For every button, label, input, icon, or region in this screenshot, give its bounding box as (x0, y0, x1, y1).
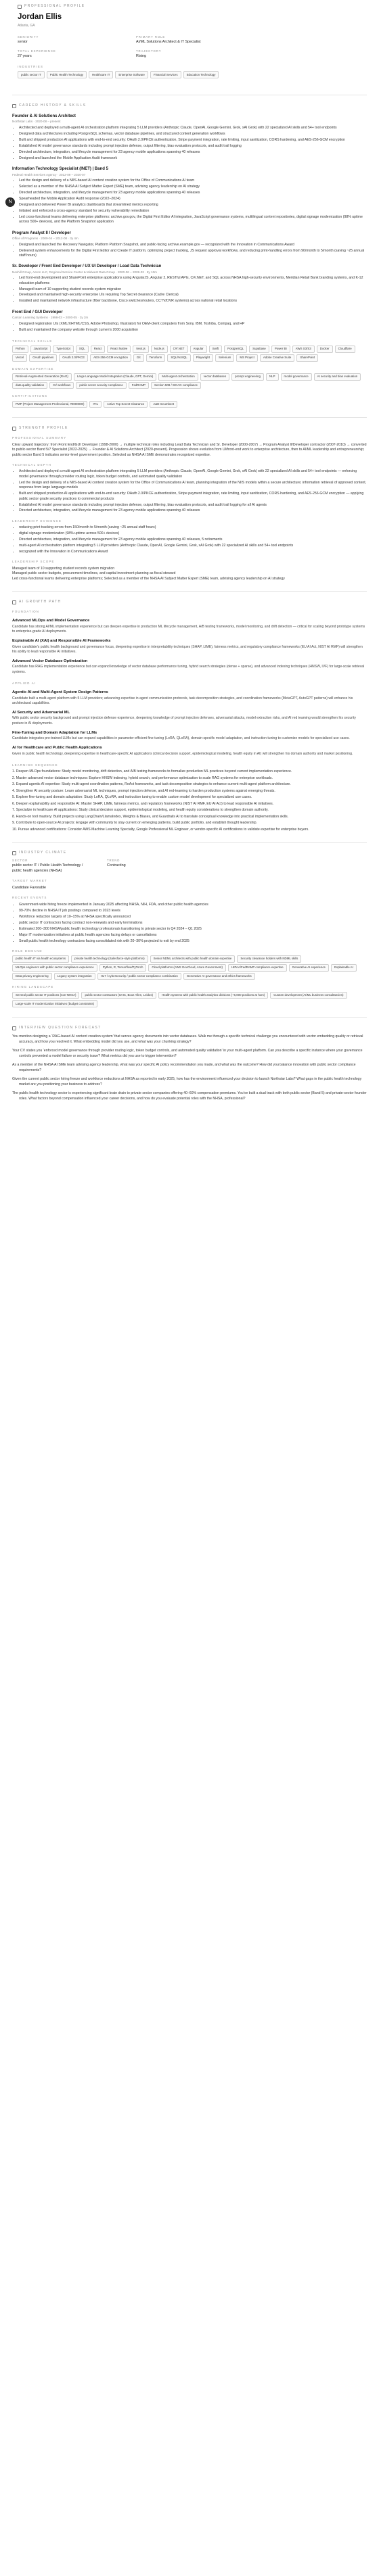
item-title: Fine-Tuning and Domain Adaptation for LLMs (12, 730, 97, 735)
tag: Custom development (AI/ML business consultancies) (270, 992, 347, 999)
job-bullet: • Designed and launched the Recovery Navigator, Platform Platform Snapshot, and public-facing archive.example.gov — recognized with the Innovation in Communications Award (19, 243, 367, 247)
job-bullets (12, 276, 367, 304)
tag: SQL/NoSQL (167, 354, 190, 362)
divider (12, 417, 367, 418)
tag: public sector contractors (SAIC, Booz Allen, Leidos) (81, 992, 156, 999)
section-header-strengths (12, 426, 367, 431)
evidence-item: • Built and shipped production AI applications with end-to-end security: OAuth 2.0/PKCE authentication, Stripe payment integration, rate limiting, input sanitization, CORS hardening, and AES-256-GCM encryption — applying public sector grade security practices to commercial products (19, 492, 367, 502)
tag: PostgreSQL (224, 345, 247, 353)
tag: Swift (209, 345, 223, 353)
field-value: senior (18, 40, 28, 45)
evidence-item: • Led the design and delivery of a NIIS-based AI content creation system for the Office of Communications AI team, planning integration of the NIIS models within a secure architecture; information retrieval of approved content, response from large language models (19, 481, 367, 491)
gaps-list (12, 618, 367, 674)
plan-step: 7. Specialize in healthcare AI applications: Study clinical decision support, epidemiological modeling, and health equity considerations to strengthen domain authority. (12, 808, 269, 813)
market-value: Candidate Favorable (12, 885, 47, 890)
item-desc: Candidate has strong AI/ML implementation experience but can deepen expertise in production ML lifecycle management, A/B testing frameworks, model monitoring, and drift detection — critical for scaling beyond prototype systems to enterprise-grade AI deployments. (12, 624, 365, 634)
job-bullets (12, 178, 367, 225)
section-title: AI GROWTH PATH (19, 599, 62, 604)
candidate-location: Atlanta, GA (18, 23, 35, 28)
plan-step: 4. Strengthen AI security posture: Learn adversarial ML techniques, prompt injection defense, and AI red-teaming to harden production systems against emerging threats. (12, 788, 275, 793)
item-title: Advanced MLOps and Model Governance (12, 619, 90, 623)
certs-label: CERTIFICATIONS (12, 394, 48, 398)
growth-section (12, 600, 367, 833)
field-value: AI/ML Solutions Architect & IT Specialist (136, 40, 201, 45)
field-total-experience (18, 49, 122, 59)
job-bullets (12, 126, 367, 161)
job-bullets (12, 322, 367, 333)
evidence-item: • Directed architecture, integration, and lifecycle management for 23 agency mobile applications spanning 40 releases (19, 508, 367, 513)
job-bullet: • Built and shipped production AI applications with end-to-end security: OAuth 2.0/PKCE authentication, Stripe payment integration, rate limiting, input sanitization, CORS hardening, and AES-256-GCM encryption (19, 138, 367, 143)
tag: JavaScript (30, 345, 51, 353)
growth-item (12, 638, 367, 654)
item-title: Advanced Vector Database Optimization (12, 659, 88, 664)
item-title: Agentic AI and Multi-Agent System Design Patterns (12, 690, 108, 695)
tag: Senior NDML architects with public health domain expertise (150, 955, 236, 963)
tag: React Native (107, 345, 131, 353)
job-bullet: • Designed registration UIs (XML/XHTML/CSS, Adobe Photoshop, Illustrator) for OEM-client computers from Sony, IBM, Toshiba, Compaq, and HP (19, 322, 367, 327)
evidence-label: TECHNICAL DEPTH (12, 463, 51, 467)
question-list (12, 1034, 367, 1101)
tag: Adobe Creative Suite (260, 354, 295, 362)
field-value: 27 years (18, 54, 32, 59)
avatar[interactable]: N (5, 197, 15, 207)
job-bullet: • Led cross-functional teams delivering enterprise platforms: archive.gov.gov, the Digital First Editor AI integration, JavaScript governance systems, multilingual content repositories, digital signage modernization (98% uptime across 500+ devices), and the Platform Snapshot application (19, 215, 367, 225)
field-primary-role (136, 35, 241, 45)
tag: Security clearance holders with NDML skills (237, 955, 301, 963)
field-label: TRAJECTORY (136, 49, 162, 53)
tag: Retrieval-Augmented Generation (RAG) (12, 373, 72, 381)
section-title: CAREER HISTORY & SKILLS (19, 103, 87, 108)
evidence-item: • Architected and deployed a multi-agent AI orchestration platform integrating 5 LLM providers (Anthropic Claude, OpenAI, Google Gemini, Grok, xAI Grok) with 22 specialized AI skills and 54+ tool endpoints — enforcing model governance through provider routing logic, token budget controls, and automated quality validation (19, 469, 367, 479)
applied-list (12, 690, 367, 757)
item-title: AI for Healthcare and Public Health Applications (12, 746, 102, 750)
tag: Supabase (249, 345, 269, 353)
industries-label: INDUSTRIES (18, 65, 44, 69)
tag: Cloud platforms (AWS GovCloud, Azure Government) (148, 964, 226, 972)
tag: Explainable AI (331, 964, 357, 972)
plan-label: LEARNING SEQUENCE (12, 763, 58, 767)
briefcase-icon (12, 104, 16, 108)
job-title: Information Technology Specialist (INET) | Band 5 (12, 167, 108, 172)
section-header-experience (12, 103, 367, 108)
item-title: Explainable AI (XAI) and Responsible AI Frameworks (12, 639, 111, 644)
tag: Selenium (215, 354, 234, 362)
item-desc: Given in public health technology, deepening expertise in healthcare-specific AI applications (clinical decision support, epidemiological modeling, health equity in AI) will strengthen his domain authority and market positioning. (12, 751, 353, 756)
evidence-list (12, 469, 367, 513)
job-meta: Northstar Labs · 2020-08 – present (12, 120, 61, 124)
section-header-interview (12, 1026, 367, 1030)
tag: AES-256-GCM encryption (90, 354, 131, 362)
tag: vector databases (200, 373, 229, 381)
tag: prompt engineering (231, 373, 264, 381)
field-trend (107, 859, 181, 874)
job-bullet: • Managed team of 10 supporting student records system migration (19, 287, 367, 292)
tag: AI security and bias evaluation (314, 373, 361, 381)
tag: Enterprise Software (115, 71, 148, 78)
job-bullet: • Led the design and delivery of a NIIS-based AI content creation system for the Office of Communications AI team (19, 178, 367, 183)
job-bullet: • Spearheaded the Mobile Application Audit response (2022–2024) (19, 197, 367, 201)
leadership-label: LEADERSHIP EVIDENCE (12, 519, 62, 523)
tag: Generative AI governance and ethics frameworks (183, 973, 255, 980)
job-meta: Carson Learning Systems · 1998-03 – 2000-05 · 2y 2m (12, 316, 89, 319)
tag: HL7 / cybersecurity / public sector compliance combination (97, 973, 181, 980)
tag: Generative AI experience (289, 964, 329, 972)
field-label: TREND (107, 858, 120, 862)
chart-icon (12, 600, 16, 604)
field-seniority (18, 35, 122, 45)
job-title: Program Analyst II / Developer (12, 231, 71, 235)
item-desc: Candidate integrates pre-trained LLMs but can expand capabilities in parameter-efficient fine-tuning (LoRA, QLoRA), domain-specific model adaptation, and instruction tuning to customize models for specialized use cases. (12, 736, 350, 741)
tag: MLOps engineers with public sector compliance experience (12, 964, 97, 972)
plan-step: 9. Contribute to open-source AI projects: Engage with community to stay current on emerging patterns, build public portfolio, and establish thought leadership. (12, 821, 257, 826)
signal-item: • public sector IT contractors facing contract non-renewals and early terminations (19, 921, 367, 926)
job-bullet: • Directed architecture, integration, and lifecycle management for 23 agency mobile applications spanning 40 releases (19, 150, 367, 155)
tag: Public Health Technology (47, 71, 87, 78)
job-entry (12, 114, 367, 161)
hiring-tags (12, 992, 367, 1008)
tag: TypeScript (53, 345, 74, 353)
job-list (12, 114, 367, 333)
interview-question: Given the current public sector hiring freeze and workforce reductions at NHSA as reported in early 2025, how has the environment influenced your decision to launch Northstar Labs? What gaps in the public health technology market are you positioning your business to address? (12, 1077, 362, 1087)
tag: Data privacy engineering (12, 973, 52, 980)
industry-section (12, 851, 367, 1007)
plan-list (12, 769, 367, 832)
candidate-name: Jordan Ellis (18, 13, 62, 22)
tag: AWS S3/S3 (292, 345, 315, 353)
tag: C#/.NET (170, 345, 188, 353)
plan-step: 1. Deepen MLOps foundations: Study model monitoring, drift detection, and A/B testing frameworks to formalize production ML practices beyond current implementation experience. (12, 769, 292, 774)
field-label: SENIORITY (18, 35, 39, 39)
tag: Playwright (193, 354, 213, 362)
tag: Legacy system integration (54, 973, 95, 980)
tag: Financial Services (150, 71, 181, 78)
plan-step: 8. Hands-on tool mastery: Build projects using LangChain/LlamaIndex, Weights & Biases, and Guardrails AI to translate conceptual knowledge into practical implementation skills. (12, 814, 289, 819)
chat-icon (12, 1026, 16, 1030)
hiring-label: HIRING LANDSCAPE (12, 985, 54, 989)
item-desc: With public sector security background and prompt injection defense experience, deepening knowledge of prompt injection defenses, adversarial attacks, model extraction risks, and AI red teaming would strengthen his security posture in AI deployments. (12, 716, 356, 725)
plan-step: 10. Pursue advanced certifications: Consider AWS Machine Learning Specialty, Google Professional ML Engineer, or vendor-specific AI certifications to validate expertise for enterprise buyers. (12, 827, 309, 832)
field-value: Rising (136, 54, 146, 59)
market-label: TARGET MARKET (12, 879, 47, 883)
divider (12, 1017, 367, 1018)
tag: A&D Incumbent (150, 401, 177, 408)
tag: Large Language Model Integration (Claude, GPT, Gemini) (74, 373, 157, 381)
tag: SharePoint (296, 354, 318, 362)
growth-item (12, 730, 367, 742)
tag: React (91, 345, 105, 353)
domain-label: DOMAIN EXPERTISE (12, 366, 54, 371)
divider (12, 591, 367, 592)
roles-tags (12, 955, 367, 980)
section-header-industry (12, 851, 367, 855)
tag: data quality validation (12, 382, 47, 389)
job-bullet: • Selected as a member of the NHSA AI Subject Matter Expert (SME) team, advising agency leadership on AI strategy (19, 185, 367, 189)
tag: Multi-agent orchestration (158, 373, 198, 381)
job-entry (12, 310, 367, 333)
divider (12, 842, 367, 843)
growth-item (12, 745, 367, 757)
tag: CI/ workflows (49, 382, 74, 389)
section-title: INTERVIEW QUESTION FORECAST (19, 1025, 102, 1030)
cert-tags (12, 401, 367, 408)
job-bullets (12, 243, 367, 259)
job-bullet: • Led front-end development and SharePoint enterprise applications using AngularJS, Angular 2, RESTful APIs, C#/.NET, and SQL across NHSA high-security environments, Meridian Retail Bank branding systems, and K-12 education platforms (19, 276, 367, 286)
tag: Python (12, 345, 28, 353)
industries-tags (18, 71, 361, 78)
plan-step: 6. Deepen explainability and responsible AI: Master SHAP, LIME, fairness metrics, and regulatory frameworks (NIST AI RMF, EU AI Act) to lead responsible AI initiatives. (12, 801, 274, 806)
domain-tags (12, 373, 367, 389)
plan-step: 5. Explore fine-tuning and domain adaptation: Study LoRA, QLoRA, and instruction tuning to enable custom model development for specialized use cases. (12, 795, 252, 800)
section-title: PROFESSIONAL PROFILE (24, 4, 85, 8)
job-bullet: • Established AI model governance standards including prompt injection defense, output filtering, bias evaluation protocols, and audit trail logging (19, 144, 367, 149)
tag: Python, R, Tensorflow/PyTorch (99, 964, 147, 972)
growth-item (12, 618, 367, 634)
job-bullet: • Designed and delivered Power BI analytics dashboards that streamlined metrics reporting (19, 203, 367, 208)
job-entry (12, 166, 367, 224)
summary-label: PROFESSIONAL SUMMARY (12, 436, 67, 440)
leadership-item: • recognized with the Innovation in Communications Award (19, 550, 367, 554)
section-title: STRENGTH PROFILE (19, 426, 68, 431)
tag: SQL (76, 345, 89, 353)
job-title: Front End / GUI Developer (12, 310, 63, 314)
field-sector (12, 859, 87, 874)
signal-item: • Small public health technology contractors facing consolidated risk with 20–30% projected to exit by end 2025 (19, 939, 367, 944)
field-label: TOTAL EXPERIENCE (18, 49, 56, 53)
person-icon (18, 5, 22, 9)
tag: Section 508 / WCAG compliance (151, 382, 201, 389)
tag: Health systems with public health analytics divisions (~6,000 positions at hom) (158, 992, 268, 999)
field-value: Contracting (107, 863, 126, 867)
tag: Education Technology (183, 71, 219, 78)
tag: Several public sector IT positions (non-NHSA) (12, 992, 79, 999)
field-trajectory (136, 49, 241, 59)
tag: NLP (266, 373, 279, 381)
section-header-growth (12, 600, 367, 604)
applied-label: APPLIED AI (12, 681, 37, 685)
tag: public health IT via health ecosystems (12, 955, 69, 963)
job-bullet: • Delivered system enhancements for the Digital First Editor and Create IT platform, optimizing project tracking, JS request approval workflows, and reducing print-handling errors from 90/month to 5/month (saving ~25 annual staff hours) (19, 249, 367, 259)
tag: Git (133, 354, 144, 362)
item-desc: Candidate has RAG implementation experience but can expand knowledge of vector database performance tuning, hybrid search strategies (dense + sparse), and advanced indexing techniques (HNSW, IVF) for large-scale retrieval systems. (12, 665, 365, 674)
interview-question: As a member of the NHSA AI SME team advising agency leadership, what was your specific AI policy recommendation you made, and what was the outcome? How did you balance innovation with public sector compliance requirements? (12, 1063, 356, 1072)
industry-fields (12, 859, 367, 874)
item-desc: Candidate built a multi-agent platform with 5 LLM providers; advancing expertise in agent communication protocols, task decomposition strategies, and coordination frameworks (MetaGPT, AutoGPT patterns) will enhance his architectural capabilities. (12, 696, 353, 705)
signal-item: • Workforce reduction targets of 10–15% at NHSA specifically announced (19, 915, 367, 920)
item-title: AI Security and Adversarial ML (12, 710, 70, 715)
strength-section (12, 426, 367, 581)
skills-tags (12, 345, 367, 362)
profile-fields (18, 35, 241, 59)
tag: public sector IT (18, 71, 45, 78)
signals-label: RECENT EVENTS (12, 896, 47, 900)
plan-step: 2. Master advanced vector database techniques: Explore HNSW indexing, hybrid search, and performance optimization to scale RAG systems for enterprise workloads. (12, 776, 273, 780)
summary-text: Clear upward trajectory: from Front End/GUI Developer (1998-2000) → multiple technical roles including Lead Data Technician and Sr. Developer (2000-2007) → Program Analyst II/Developer contractor (2007-2010) → converted to public-sector Band 5/7 Specialist (2022-2025) → Founder & AI Solutions Architect (2020-present). Progression shows evolution from UI/front-end work to enterprise architecture, then to AI/ML leadership and entrepreneurship; public-sector Band 5 indicates senior-level government position. Selected as NHSA AI SME demonstrates recognized expertise. (12, 442, 367, 457)
job-meta: Office of Programs · 2009-04 – 2012-08 · 3y 4m (12, 236, 79, 240)
job-entry (12, 231, 367, 259)
plan-step: 3. Expand agentic AI expertise: Study multi-agent coordination patterns, ReAct frameworks, and task decomposition strategies to enhance current multi-agent platform architecture. (12, 782, 291, 787)
tag: Healthcare IT (89, 71, 113, 78)
tag: OAuth pipelines (29, 354, 57, 362)
scope-label: LEADERSHIP SCOPE (12, 560, 55, 564)
section-header-profile (18, 4, 361, 9)
experience-section (12, 103, 367, 408)
growth-item (12, 659, 367, 675)
evidence-item: • Established AI model governance standards including prompt injection defense, output filtering, bias evaluation protocols, and audit trail logging for all AI agents (19, 503, 367, 508)
tag: Node.js (151, 345, 168, 353)
globe-icon (12, 851, 16, 855)
job-bullet: • Installed and maintained network infrastructure (fiber backbone, Cisco switches/routers, CCTV/DVR systems) across national retail locations (19, 299, 367, 304)
job-bullet: • Initiated and enforced a cross-agency standard for security vulnerability remediation (19, 209, 367, 214)
tag: FedRAMP (129, 382, 149, 389)
leadership-list (12, 525, 367, 554)
job-title: Founder & AI Solutions Architect (12, 114, 76, 119)
tag: public sector security compliance (76, 382, 126, 389)
skills-label: TECHNICAL SKILLS (12, 339, 53, 343)
job-bullet: • Built and maintained the company website through Lumen's 2000 acquisition (19, 328, 367, 333)
gaps-label: FOUNDATION (12, 610, 40, 614)
interview-question: Your CV states you ‘enforced model governance through provider routing logic, token budget controls, and automated quality validation’ in your multi-agent platform. Can you describe a specific instance where your governance controls prevented a model failure or security issue? What metrics did you use to trigger intervention? (12, 1049, 363, 1058)
job-entry (12, 264, 367, 304)
scope-text: Managed team of 10 supporting student records system migration Managed public sector budgets, procurement timelines, and capital investment planning as fiscal steward Led cross-functional teams delivering enterprise platforms; Selected as a member of the NHSA AI Subject Matter Expert (SME) team, advising agency leadership on AI strategy (12, 566, 285, 581)
job-bullet: • Designed and launched the Mobile Application Audit framework (19, 156, 367, 161)
job-bullet: • Directed architecture, integration, and lifecycle management for 23 agency mobile applications spanning 40 releases (19, 191, 367, 195)
signal-item: • Government-wide hiring freeze implemented in January 2025 affecting NHSA, NIH, FDA, and other public health agencies (19, 903, 367, 907)
tag: HIPAA/FedRAMP compliance expertise (228, 964, 287, 972)
signal-item: • Estimated 200–300 NHSA/public health technology professionals transitioning to private sector in Q4 2024 – Q1 2025 (19, 927, 367, 932)
signal-item: • 99-70% decline in NHSA IT job postings compared to 2023 levels (19, 909, 367, 913)
tag: MS Project (236, 354, 257, 362)
interview-question: The public health technology sector is experiencing significant brain drain to private sector companies offering 40–60% compensation premiums. You’ve built a dual track with both public sector (Band 5) and private-sector founder roles. What factors beyond compensation influenced your career decisions, and how do you evaluate potential roles with the NHSA, professional? (12, 1091, 367, 1101)
leadership-item: • reducing print tracking errors from 150/month to 5/month (saving ~25 annual staff hours) (19, 525, 367, 530)
tag: PMP (Project Management Professional, #0000000) (12, 401, 87, 408)
job-bullet: • Developed and maintained high-security enterprise UIs requiring Top Secret clearance (Cadre Clerical) (19, 293, 367, 297)
tag: ITIL (89, 401, 102, 408)
tag: Cloudflare (335, 345, 355, 353)
item-desc: Given candidate's public health background and governance focus, deepening expertise in interpretability techniques (SHAP, LIME), fairness metrics, and regulatory compliance frameworks (EU AI Act, NIST AI RMF) will strengthen his ability to lead responsible AI initiatives. (12, 644, 363, 654)
field-label: SECTOR (12, 858, 28, 862)
leadership-item: • multi-agent AI orchestration platform integrating 5 LLM providers (Anthropic Claude, OpenAI, Google Gemini, Grok, xAI Grok) with 22 specialized AI skills and 54+ tool endpoints (19, 544, 367, 548)
star-icon (12, 427, 16, 431)
job-bullet: • Architected and deployed a multi-agent AI orchestration platform integrating 5 LLM providers (Anthropic Claude, OpenAI, Google Gemini, Grok, xAI Grok) with 22 specialized AI skills and 54+ tool endpoints (19, 126, 367, 130)
interview-question: You mention designing a ‘RAG-based AI content creation system’ that serves agency documents into vector databases. Walk me through a specific technical challenge you encountered with vector embedding quality or retrieval accuracy, and how you resolved it. What embedding model did you use, and what was your chunking strategy? (12, 1034, 363, 1044)
field-label: PRIMARY ROLE (136, 35, 166, 39)
profile-card (12, 0, 367, 85)
job-title: Sr. Developer / Front End Developer / UX UI Developer / Lead Data Technician (12, 264, 162, 269)
growth-item (12, 690, 367, 706)
tag: Large-scale IT modernization initiatives (budget constraints) (12, 1000, 97, 1007)
signals-list (12, 903, 367, 944)
tag: private health technology (Salesforce-style platforms) (71, 955, 148, 963)
job-meta: Federal Health Services Agency · 2012-09 – 2020-07 (12, 172, 86, 176)
field-value: public sector IT / Public Health Technology / public health agencies (NHSA) (12, 863, 83, 873)
tag: model governance (281, 373, 312, 381)
tag: OAuth 2.0/PKCE (59, 354, 88, 362)
section-title: INDUSTRY CLIMATE (19, 851, 67, 855)
leadership-item: • digital signage modernization (98% uptime across 500+ devices) (19, 531, 367, 536)
job-meta: Nexhill Group, Aeron LLC, Regional Service Center & Midwest Data Group · 2000-06 – 2009-03 · 8y 10m (12, 270, 157, 274)
roles-label: ROLE DEMAND (12, 949, 43, 953)
tag: Docker (317, 345, 333, 353)
tag: Next.js (133, 345, 148, 353)
leadership-item: • Directed architecture, integration, and lifecycle management for 23 agency mobile applications spanning 40 releases, 5 retirements (19, 538, 367, 542)
tag: Vercel (12, 354, 27, 362)
tag: Active Top Secret Clearance (104, 401, 148, 408)
tag: Power BI (271, 345, 290, 353)
growth-item (12, 710, 367, 726)
tag: Angular (190, 345, 207, 353)
tag: Terraform (146, 354, 166, 362)
interview-section (12, 1026, 367, 1102)
job-bullet: • Designed data architectures including PostgreSQL schemas, vector database pipelines, and structured content generation workflows (19, 132, 367, 137)
signal-item: • Major IT modernization initiatives at public health agencies facing delays or cancellations (19, 933, 367, 938)
